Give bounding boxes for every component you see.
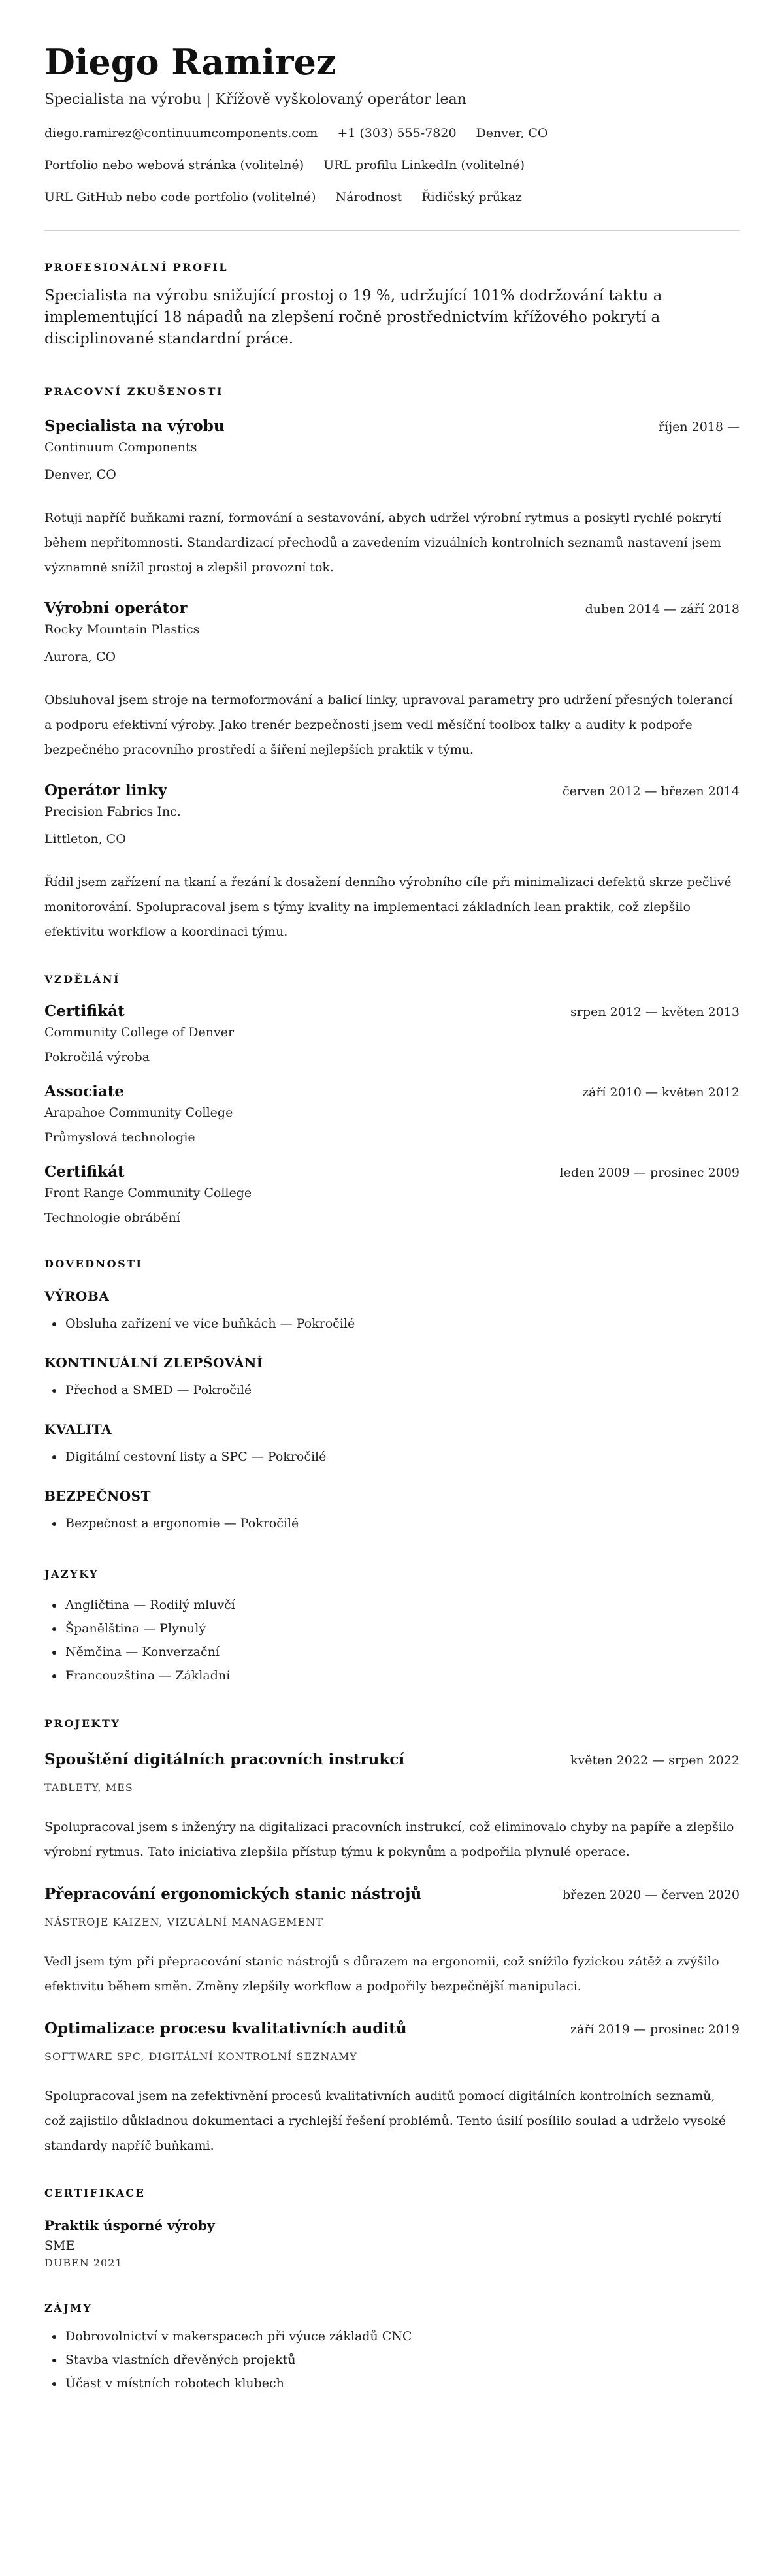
section-title-interests: ZÁJMY	[44, 2302, 93, 2314]
job-date: červen 2012 — březen 2014	[562, 784, 740, 799]
job-company: Continuum Components	[44, 440, 197, 454]
linkedin-link[interactable]: URL profilu LinkedIn (volitelné)	[323, 158, 525, 172]
portfolio-link[interactable]: Portfolio nebo webová stránka (volitelné)	[44, 158, 304, 172]
job-entry	[44, 782, 740, 944]
language-item: • Španělština — Plynulý	[64, 1617, 740, 1640]
project-entry	[44, 2020, 740, 2158]
interest-item: • Dobrovolnictví v makerspacech při výuce základů CNC	[64, 2325, 740, 2348]
headline: Specialista na výrobu | Křížově vyškolovaný operátor lean	[44, 91, 466, 108]
nationality: Národnost	[335, 190, 402, 204]
contact-row-links	[44, 156, 740, 174]
project-tech: NÁSTROJE KAIZEN, VIZUÁLNÍ MANAGEMENT	[44, 1916, 323, 1928]
job-title: Operátor linky	[44, 782, 167, 799]
interest-list	[44, 2325, 740, 2395]
field-of-study: Průmyslová technologie	[44, 1130, 195, 1145]
school: Arapahoe Community College	[44, 1105, 233, 1120]
location: Denver, CO	[476, 126, 548, 140]
project-date: květen 2022 — srpen 2022	[570, 1753, 740, 1768]
education-date: srpen 2012 — květen 2013	[570, 1005, 740, 1019]
project-description: Vedl jsem tým při přepracování stanic nástrojů s důrazem na ergonomii, což snížilo fyzickou zátěž a zvýšilo efektivitu během směn. Změny zlepšily workflow a podpořily bezpečnější manipulaci.	[44, 1954, 719, 1994]
job-entry	[44, 417, 740, 580]
skill-category: KONTINUÁLNÍ ZLEPŠOVÁNÍ	[44, 1355, 263, 1371]
project-date: září 2019 — prosinec 2019	[570, 2022, 740, 2037]
education-entry	[44, 1083, 740, 1146]
email-link[interactable]: diego.ramirez@continuumcomponents.com	[44, 126, 318, 140]
github-link[interactable]: URL GitHub nebo code portfolio (volitelné)	[44, 190, 316, 204]
degree: Certifikát	[44, 1163, 125, 1181]
project-title: Spouštění digitálních pracovních instrukcí	[44, 1751, 405, 1768]
language-item: • Angličtina — Rodilý mluvčí	[64, 1593, 740, 1617]
school: Front Range Community College	[44, 1186, 252, 1200]
project-description: Spolupracoval jsem na zefektivnění procesů kvalitativních auditů pomocí digitálních kontrolních seznamů, což zajistilo důkladnou dokumentaci a rychlejší řešení problémů. Tento úsilí posílilo soulad a udrželo vysoké standardy napříč buňkami.	[44, 2089, 727, 2153]
section-title-projects: PROJEKTY	[44, 1717, 121, 1730]
project-entry	[44, 1885, 740, 1999]
skill-list	[44, 1378, 740, 1402]
section-title-profile: PROFESIONÁLNÍ PROFIL	[44, 261, 229, 274]
degree: Associate	[44, 1083, 124, 1100]
job-location: Littleton, CO	[44, 832, 126, 846]
job-description: Rotuji napříč buňkami razní, formování a sestavování, abych udržel výrobní rytmus a poskytl rychlé pokrytí během nepřítomnosti. Standardizací přechodů a zavedením vizuálních kontrolních seznamů nastavení jsem významně snížil prostoj a zlepšil provozní tok.	[44, 511, 722, 575]
job-date: říjen 2018 —	[659, 420, 740, 434]
language-list	[44, 1593, 740, 1687]
project-title: Přepracování ergonomických stanic nástrojů	[44, 1885, 422, 1903]
skill-item: • Bezpečnost a ergonomie — Pokročilé	[64, 1512, 740, 1535]
header-divider	[44, 230, 740, 231]
degree: Certifikát	[44, 1002, 125, 1020]
job-company: Rocky Mountain Plastics	[44, 622, 200, 637]
job-location: Aurora, CO	[44, 650, 116, 664]
skill-item: • Digitální cestovní listy a SPC — Pokročilé	[64, 1445, 740, 1469]
interest-item: • Stavba vlastních dřevěných projektů	[64, 2348, 740, 2372]
candidate-name: Diego Ramirez	[44, 41, 336, 83]
field-of-study: Technologie obrábění	[44, 1211, 180, 1225]
skill-list	[44, 1445, 740, 1469]
section-title-education: VZDĚLÁNÍ	[44, 973, 120, 985]
certification-date: DUBEN 2021	[44, 2257, 123, 2269]
section-title-skills: DOVEDNOSTI	[44, 1258, 143, 1270]
job-location: Denver, CO	[44, 468, 116, 482]
skill-category: BEZPEČNOST	[44, 1488, 151, 1504]
project-tech: TABLETY, MES	[44, 1781, 133, 1794]
job-description: Řídil jsem zařízení na tkaní a řezání k dosažení denního výrobního cíle při minimalizaci defektů skrze pečlivé monitorování. Spolupracoval jsem s týmy kvality na implementaci základních lean praktik, což zlepšilo efektivitu workflow a koordinaci týmu.	[44, 875, 732, 939]
contact-row-primary	[44, 124, 740, 142]
skill-category: VÝROBA	[44, 1288, 110, 1304]
project-description: Spolupracoval jsem s inženýry na digitalizaci pracovních instrukcí, což eliminovalo chyby na papíře a zlepšilo výrobní rytmus. Tato iniciativa zlepšila přístup týmu k pokynům a podpořila plynulé operace.	[44, 1820, 734, 1859]
skill-item: • Přechod a SMED — Pokročilé	[64, 1378, 740, 1402]
skill-list	[44, 1312, 740, 1335]
job-company: Precision Fabrics Inc.	[44, 804, 181, 819]
interest-item: • Účast v místních robotech klubech	[64, 2372, 740, 2395]
profile-summary: Specialista na výrobu snižující prostoj o 19 %, udržující 101% dodržování taktu a implementující 18 nápadů na zlepšení ročně prostřednictvím křížového pokrytí a disciplinované standardní práce.	[44, 287, 662, 347]
project-entry	[44, 1751, 740, 1864]
language-item: • Němčina — Konverzační	[64, 1640, 740, 1664]
certification-name: Praktik úsporné výroby	[44, 2218, 215, 2233]
education-date: leden 2009 — prosinec 2009	[559, 1166, 740, 1180]
section-title-languages: JAZYKY	[44, 1568, 99, 1580]
school: Community College of Denver	[44, 1025, 235, 1040]
language-item: • Francouzština — Základní	[64, 1664, 740, 1687]
job-title: Výrobní operátor	[44, 599, 188, 617]
skill-item: • Obsluha zařízení ve více buňkách — Pokročilé	[64, 1312, 740, 1335]
project-title: Optimalizace procesu kvalitativních auditů	[44, 2020, 407, 2037]
section-title-certifications: CERTIFIKACE	[44, 2187, 146, 2199]
education-entry	[44, 1163, 740, 1226]
field-of-study: Pokročilá výroba	[44, 1050, 150, 1064]
drivers-license: Řidičský průkaz	[421, 190, 522, 204]
project-date: březen 2020 — červen 2020	[562, 1888, 740, 1902]
job-title: Specialista na výrobu	[44, 417, 225, 435]
skill-category: KVALITA	[44, 1422, 112, 1437]
job-description: Obsluhoval jsem stroje na termoformování a balicí linky, upravoval parametry pro udržení přesných tolerancí a podporu efektivní výroby. Jako trenér bezpečnosti jsem vedl měsíční toolbox talky a audity k podpoře bezpečného pracovního prostředí a šíření nejlepších praktik v týmu.	[44, 693, 733, 757]
phone-number: +1 (303) 555-7820	[337, 126, 457, 140]
certification-issuer: SME	[44, 2238, 75, 2253]
education-entry	[44, 1002, 740, 1066]
job-entry	[44, 599, 740, 762]
skill-list	[44, 1512, 740, 1535]
education-date: září 2010 — květen 2012	[582, 1085, 740, 1100]
job-date: duben 2014 — září 2018	[585, 602, 740, 616]
section-title-experience: PRACOVNÍ ZKUŠENOSTI	[44, 385, 223, 398]
project-tech: SOFTWARE SPC, DIGITÁLNÍ KONTROLNÍ SEZNAMY	[44, 2050, 357, 2063]
contact-row-extra	[44, 188, 740, 206]
